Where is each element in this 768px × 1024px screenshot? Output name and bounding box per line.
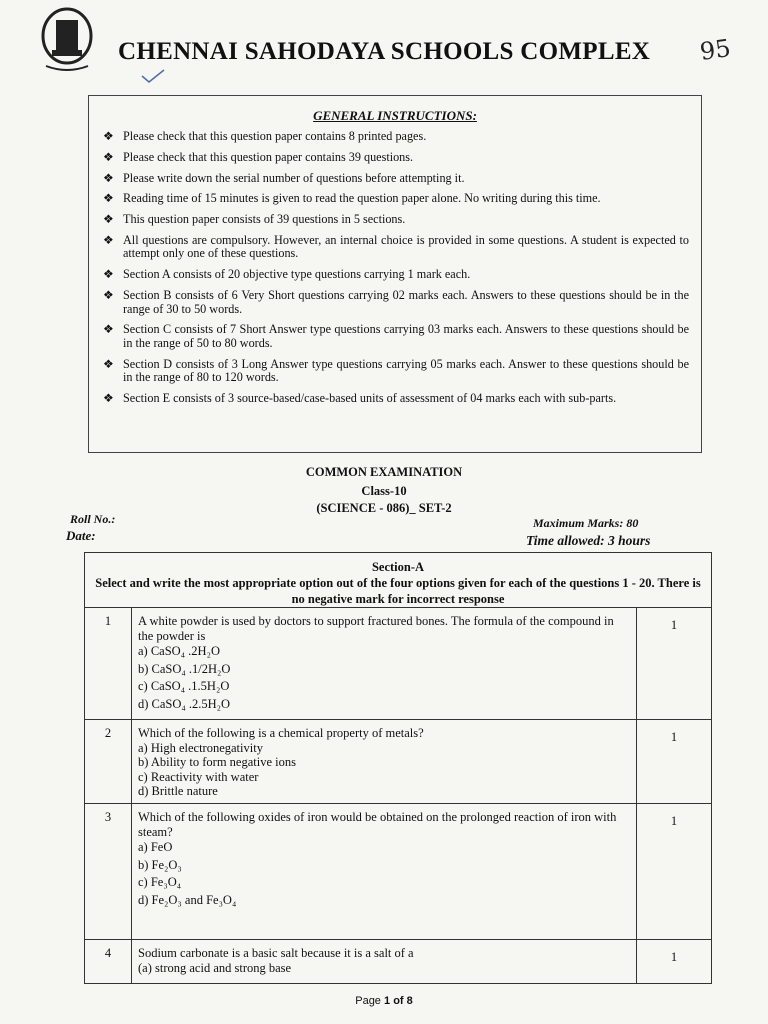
- diamond-bullet-icon: ❖: [103, 212, 114, 227]
- instruction-item: ❖ Section E consists of 3 source-based/case-based units of assessment of 04 marks each with sub-parts.: [103, 390, 617, 405]
- diamond-bullet-icon: ❖: [103, 390, 114, 405]
- option: a) High electronegativity: [138, 740, 263, 755]
- instructions-list: [89, 130, 701, 405]
- question-text: A white powder is used by doctors to support fractured bones. The formula of the compound in the powder is: [138, 614, 614, 643]
- school-logo: [38, 6, 96, 74]
- handwritten-score: 95: [698, 34, 733, 66]
- section-header: [85, 553, 712, 608]
- instruction-item: ❖ This question paper consists of 39 questions in 5 sections.: [103, 212, 406, 227]
- diamond-bullet-icon: ❖: [103, 322, 114, 337]
- option: c) Fe₃O₄: [138, 875, 182, 889]
- diamond-bullet-icon: ❖: [103, 170, 114, 185]
- option: d) Brittle nature: [138, 784, 218, 798]
- instruction-item: ❖ Section A consists of 20 objective type questions carrying 1 mark each.: [103, 267, 471, 282]
- question-marks: 1: [637, 804, 712, 940]
- diamond-bullet-icon: ❖: [103, 191, 114, 206]
- table-row: [85, 940, 712, 984]
- section-header-row: [85, 553, 712, 608]
- question-body: [132, 608, 637, 720]
- question-body: [132, 940, 637, 984]
- question-marks: 1: [637, 940, 712, 984]
- diamond-bullet-icon: ❖: [103, 267, 114, 282]
- instruction-item: ❖ Section D consists of 3 Long Answer type questions carrying 05 marks each. Answer to these questions should be in the range of 80 to 120 words.: [103, 356, 689, 385]
- page-footer: Page 1 of 8: [355, 995, 413, 1007]
- roll-number-label: Roll No.:: [70, 512, 116, 526]
- option: c) CaSO₄ .1.5H₂O: [138, 679, 230, 693]
- instruction-item: ❖ Please write down the serial number of questions before attempting it.: [103, 170, 465, 185]
- instruction-item: ❖ Please check that this question paper contains 39 questions.: [103, 149, 414, 164]
- diamond-bullet-icon: ❖: [103, 129, 114, 143]
- option: b) CaSO₄ .1/2H₂O: [138, 661, 231, 676]
- option: (a) strong acid and strong base: [138, 960, 292, 975]
- question-marks: 1: [637, 608, 712, 720]
- question-body: [132, 720, 637, 804]
- diamond-bullet-icon: ❖: [103, 356, 114, 371]
- diamond-bullet-icon: ❖: [103, 149, 114, 164]
- option: d) Fe₂O₃ and Fe₃O₄: [138, 892, 237, 907]
- instruction-item: ❖ Please check that this question paper contains 8 printed pages.: [103, 129, 427, 143]
- question-number: 4: [85, 940, 132, 984]
- general-instructions-box: [88, 95, 702, 453]
- option: a) FeO: [138, 840, 173, 854]
- option: b) Fe₂O₃: [138, 857, 182, 872]
- question-number: 1: [85, 608, 132, 720]
- question-body: [132, 804, 637, 940]
- question-marks: 1: [637, 720, 712, 804]
- school-name: CHENNAI SAHODAYA SCHOOLS COMPLEX: [118, 38, 651, 65]
- exam-title: COMMON EXAMINATION: [305, 465, 463, 479]
- question-number: 2: [85, 720, 132, 804]
- instruction-item: ❖ Reading time of 15 minutes is given to read the question paper alone. No writing during this time.: [103, 191, 601, 206]
- question-number: 3: [85, 804, 132, 940]
- option: a) CaSO₄ .2H₂O: [138, 644, 220, 658]
- option: d) CaSO₄ .2.5H₂O: [138, 696, 231, 711]
- diamond-bullet-icon: ❖: [103, 288, 114, 303]
- table-row: [85, 608, 712, 720]
- instructions-title: GENERAL INSTRUCTIONS:: [313, 108, 477, 123]
- date-label: Date:: [66, 528, 96, 543]
- exam-subject: (SCIENCE - 086)_ SET-2: [316, 501, 452, 515]
- exam-class: Class-10: [361, 484, 407, 498]
- instruction-item: ❖ All questions are compulsory. However, an internal choice is provided in some questions. A student is expected to attempt only one of these questions.: [103, 232, 689, 261]
- tick-mark-icon: [140, 68, 166, 84]
- option: c) Reactivity with water: [138, 769, 259, 784]
- time-allowed: Time allowed: 3 hours: [526, 533, 651, 548]
- instruction-item: ❖ Section C consists of 7 Short Answer type questions carrying 03 marks each. Answers to these questions should be in the range of 50 to 80 words.: [103, 322, 689, 350]
- table-row: [85, 720, 712, 804]
- question-text: Sodium carbonate is a basic salt because it is a salt of a: [138, 946, 414, 960]
- questions-table: [84, 552, 712, 984]
- diamond-bullet-icon: ❖: [103, 232, 114, 247]
- maximum-marks: Maximum Marks: 80: [533, 516, 639, 530]
- question-text: Which of the following oxides of iron would be obtained on the prolonged reaction of iron with steam?: [138, 810, 617, 839]
- option: b) Ability to form negative ions: [138, 755, 296, 769]
- table-row: [85, 804, 712, 940]
- section-title: Section-A: [371, 560, 425, 574]
- question-text: Which of the following is a chemical property of metals?: [138, 726, 424, 740]
- instruction-item: ❖ Section B consists of 6 Very Short questions carrying 02 marks each. Answers to these questions should be in the range of 30 to 50 words.: [103, 288, 689, 316]
- section-instruction: Select and write the most appropriate option out of the four options given for each of the questions 1 - 20. There is no negative mark for incorrect response: [95, 576, 701, 606]
